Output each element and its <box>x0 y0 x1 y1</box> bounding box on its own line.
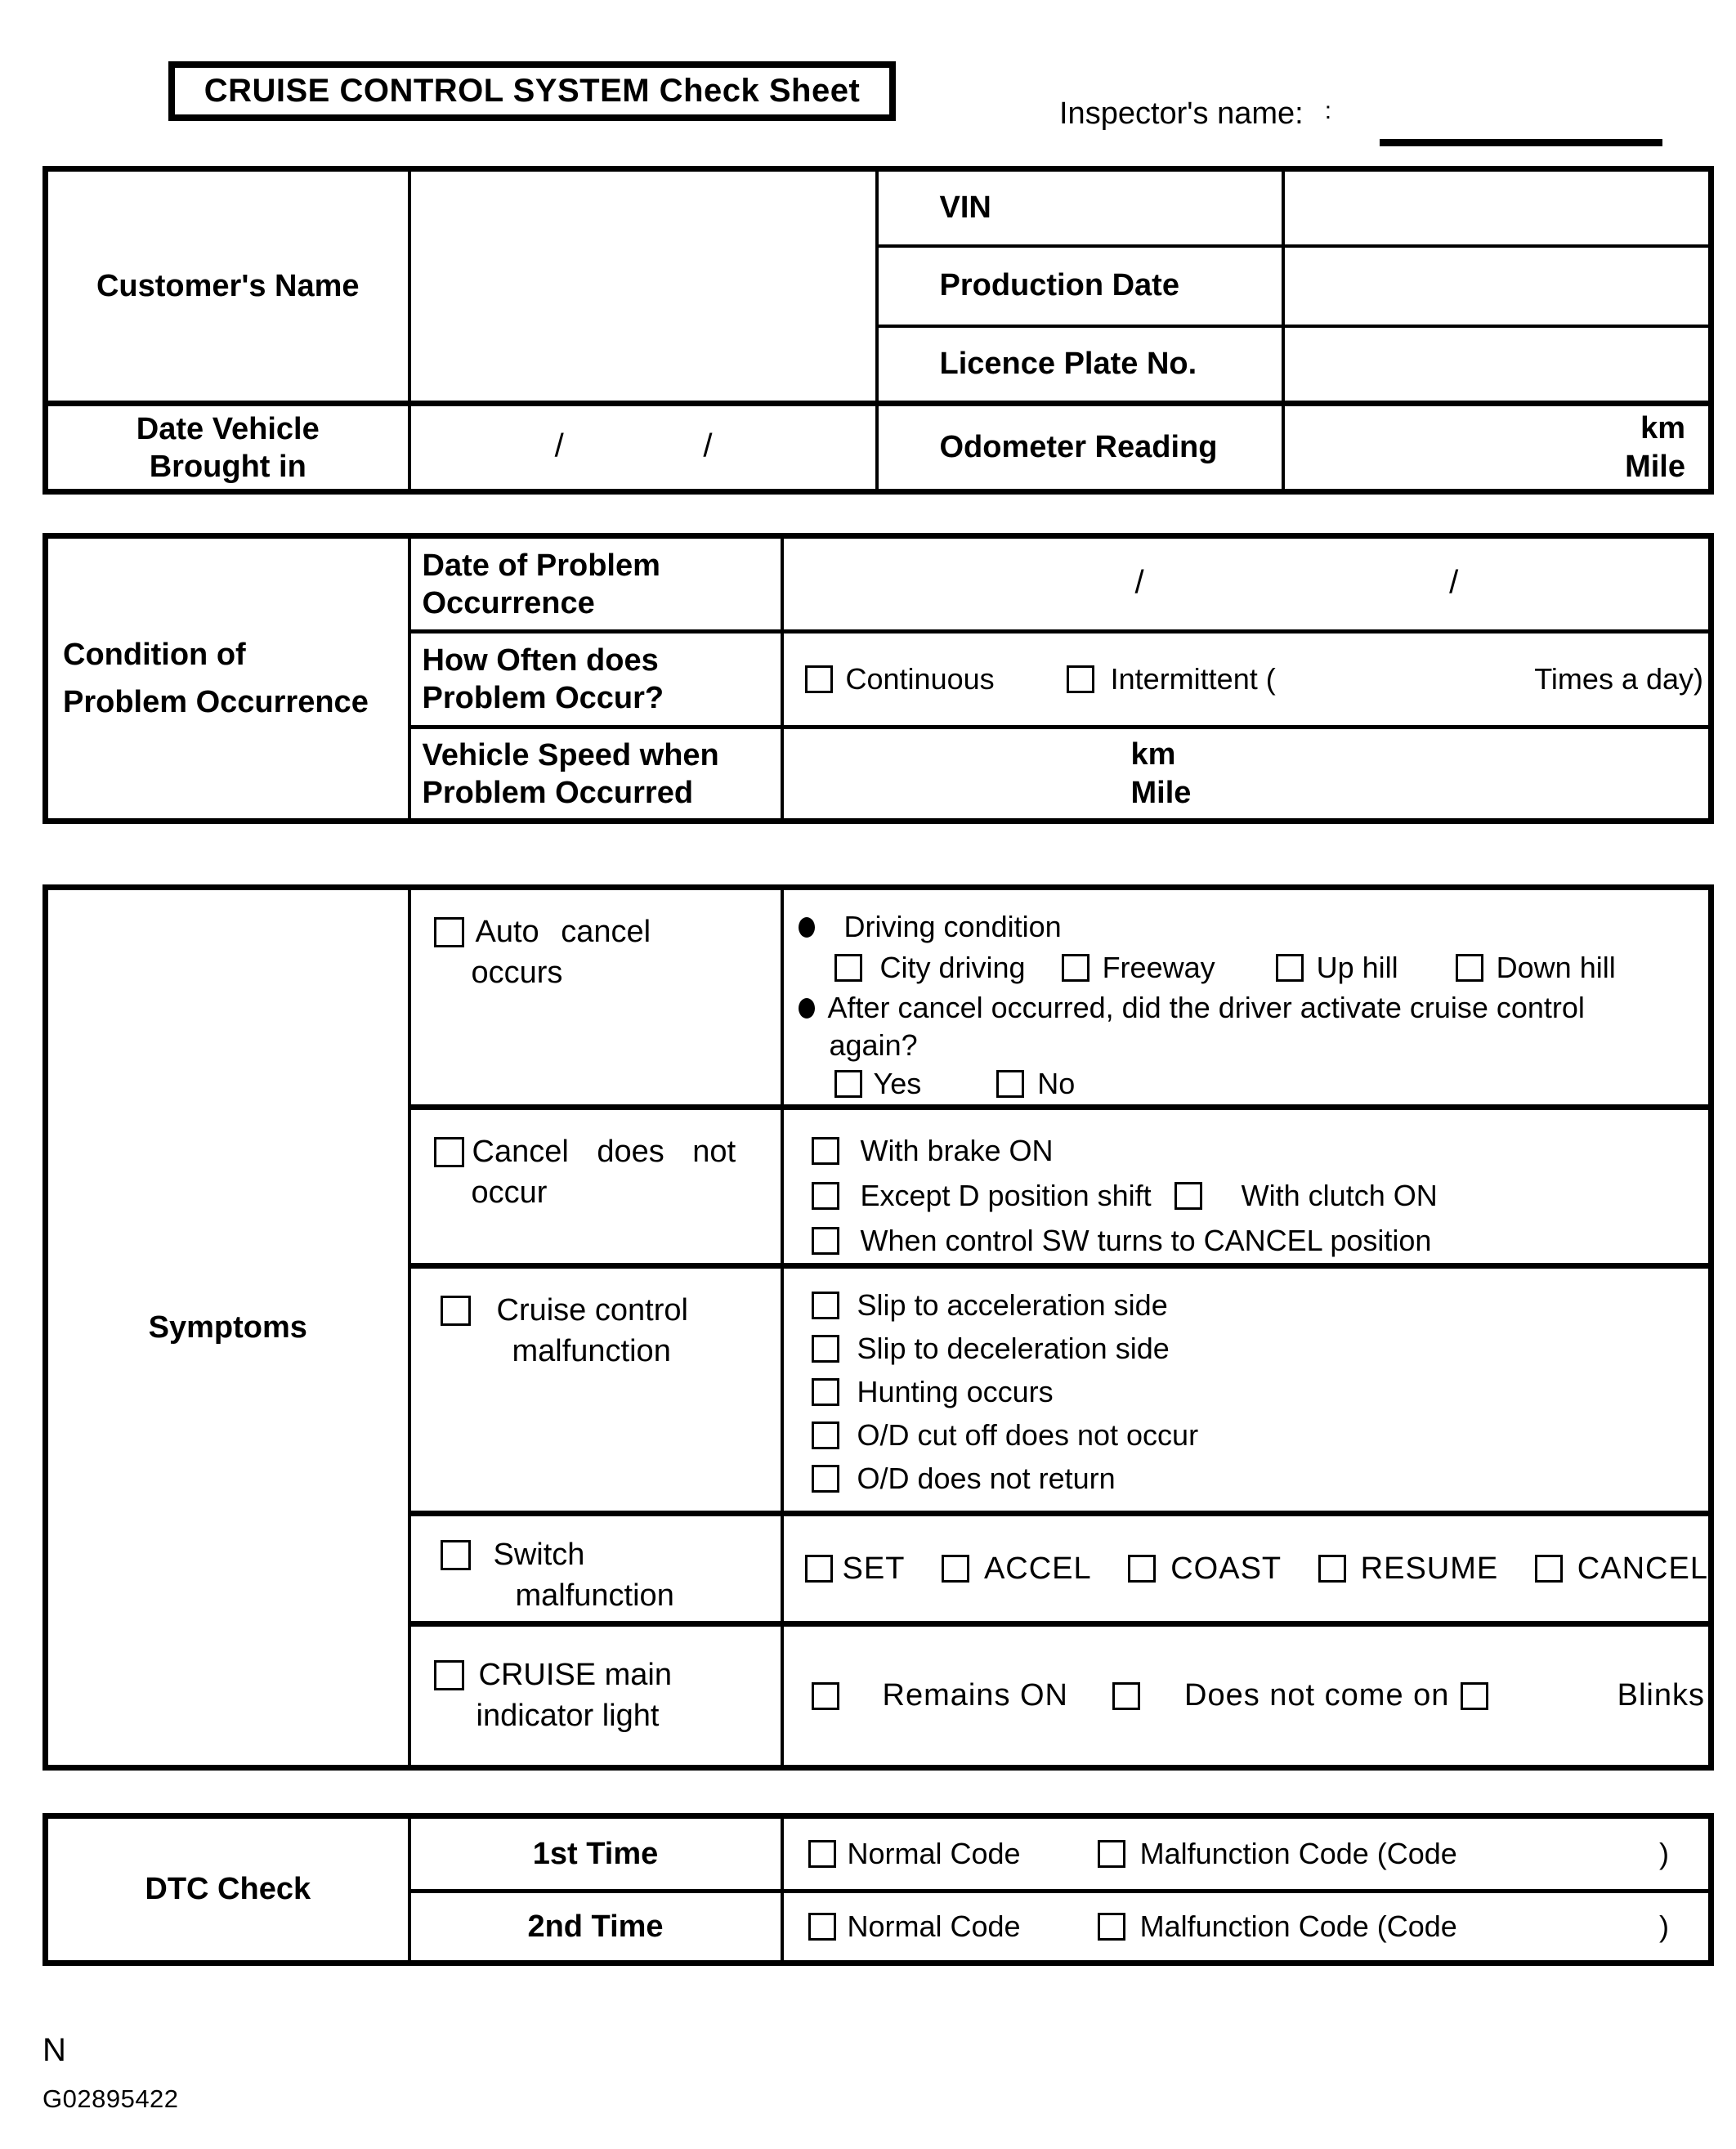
cancel-label: CANCEL <box>1577 1551 1708 1586</box>
how-often-value-cell <box>782 632 1711 728</box>
normal-code-label: Normal Code <box>847 1909 1021 1943</box>
no-label: No <box>1037 1067 1076 1100</box>
date-of-problem-label: Date of Problem Occurrence <box>409 536 782 632</box>
continuous-label: Continuous <box>845 662 995 696</box>
slip-acceleration-label: Slip to acceleration side <box>857 1287 1168 1322</box>
checkbox-switch-malfunction[interactable] <box>441 1540 471 1570</box>
date-slash: / <box>1134 564 1144 601</box>
checkbox-set[interactable] <box>805 1555 833 1583</box>
checkbox-continuous[interactable] <box>805 665 833 693</box>
vehicle-speed-value-cell[interactable] <box>782 728 1711 822</box>
vin-value-cell[interactable] <box>1283 169 1711 246</box>
auto-cancel-options-cell <box>782 888 1711 1108</box>
after-cancel-question-cont: again? <box>829 1028 918 1062</box>
production-date-value-cell[interactable] <box>1283 246 1711 326</box>
checkbox-indicator-light[interactable] <box>434 1660 464 1690</box>
times-a-day-label: Times a day) <box>1534 662 1703 696</box>
page-title: CRUISE CONTROL SYSTEM Check Sheet <box>204 73 861 109</box>
intermittent-label: Intermittent ( <box>1110 662 1276 696</box>
remains-on-label: Remains ON <box>882 1678 1068 1712</box>
dtc-1st-time-options-cell <box>782 1816 1711 1892</box>
odometer-value-cell[interactable] <box>1283 404 1711 492</box>
checkbox-od-cut-off[interactable] <box>812 1421 839 1449</box>
footer-note: N <box>43 2032 66 2068</box>
up-hill-label: Up hill <box>1316 951 1398 984</box>
checkbox-slip-deceleration[interactable] <box>812 1335 839 1363</box>
checkbox-cancel-not-occur[interactable] <box>434 1137 464 1167</box>
licence-plate-value-cell[interactable] <box>1283 326 1711 404</box>
condition-table <box>43 533 1714 824</box>
licence-plate-label: Licence Plate No. <box>877 326 1283 404</box>
checkbox-remains-on[interactable] <box>812 1682 839 1710</box>
after-cancel-question: After cancel occurred, did the driver activate cruise control <box>827 991 1585 1024</box>
checkbox-up-hill[interactable] <box>1276 954 1304 982</box>
checkbox-control-sw-cancel[interactable] <box>812 1227 839 1255</box>
bullet-icon <box>799 917 815 938</box>
dtc-check-table <box>43 1813 1714 1966</box>
title-box <box>168 61 896 121</box>
checkbox-coast[interactable] <box>1128 1555 1156 1583</box>
checkbox-malfunction-code-1[interactable] <box>1098 1840 1125 1868</box>
yes-label: Yes <box>873 1067 922 1100</box>
odometer-units: km Mile <box>1625 410 1685 484</box>
checkbox-freeway[interactable] <box>1062 954 1089 982</box>
checkbox-od-not-return[interactable] <box>812 1465 839 1493</box>
normal-code-label: Normal Code <box>847 1837 1021 1870</box>
dtc-2nd-time-options-cell <box>782 1892 1711 1963</box>
od-cut-off-label: O/D cut off does not occur <box>857 1417 1199 1452</box>
dtc-2nd-time-label: 2nd Time <box>409 1892 782 1963</box>
auto-cancel-label: Auto cancel occurs <box>409 888 782 1108</box>
down-hill-label: Down hill <box>1496 951 1616 984</box>
indicator-light-label: CRUISE main indicator light <box>409 1624 782 1768</box>
control-sw-cancel-label: When control SW turns to CANCEL position <box>860 1223 1432 1257</box>
checkbox-does-not-come-on[interactable] <box>1112 1682 1140 1710</box>
set-label: SET <box>842 1551 906 1586</box>
driving-condition-label: Driving condition <box>843 910 1062 943</box>
checkbox-except-d-position[interactable] <box>812 1182 839 1210</box>
checkbox-auto-cancel[interactable] <box>434 917 464 947</box>
production-date-label: Production Date <box>877 246 1283 326</box>
dtc-section-label: DTC Check <box>46 1816 409 1963</box>
date-slash: / <box>703 428 713 464</box>
customer-name-label: Customer's Name <box>46 169 409 404</box>
cancel-not-occur-options-cell <box>782 1108 1711 1266</box>
switch-options-cell <box>782 1514 1711 1624</box>
checkbox-city-driving[interactable] <box>834 954 862 982</box>
date-slash: / <box>1449 564 1459 601</box>
condition-section-label: Condition of Problem Occurrence <box>46 536 409 822</box>
date-of-problem-value-cell[interactable] <box>782 536 1711 632</box>
checkbox-blinks[interactable] <box>1461 1682 1488 1710</box>
inspector-name-label: Inspector's name: : <box>1059 96 1332 131</box>
symptoms-section-label: Symptoms <box>46 888 409 1768</box>
checkbox-intermittent[interactable] <box>1067 665 1094 693</box>
switch-malfunction-label: Switch malfunction <box>409 1514 782 1624</box>
hunting-occurs-label: Hunting occurs <box>857 1374 1054 1408</box>
accel-label: ACCEL <box>983 1551 1092 1586</box>
checkbox-with-brake-on[interactable] <box>812 1137 839 1165</box>
customer-info-table <box>43 166 1714 495</box>
checkbox-normal-code-1[interactable] <box>808 1840 836 1868</box>
symptoms-table <box>43 884 1714 1771</box>
with-brake-on-label: With brake ON <box>860 1133 1054 1167</box>
dtc-1st-time-label: 1st Time <box>409 1816 782 1892</box>
freeway-label: Freeway <box>1102 951 1215 984</box>
indicator-options-cell <box>782 1624 1711 1768</box>
checkbox-with-clutch-on[interactable] <box>1174 1182 1202 1210</box>
slip-deceleration-label: Slip to deceleration side <box>857 1331 1170 1365</box>
does-not-come-on-label: Does not come on <box>1184 1678 1450 1712</box>
checkbox-normal-code-2[interactable] <box>808 1913 836 1941</box>
with-clutch-on-label: With clutch ON <box>1241 1178 1438 1212</box>
close-paren: ) <box>1659 1837 1669 1870</box>
inspector-name-field[interactable] <box>1380 139 1662 146</box>
close-paren: ) <box>1659 1909 1669 1943</box>
customer-name-value-cell[interactable] <box>409 169 877 404</box>
checkbox-down-hill[interactable] <box>1456 954 1483 982</box>
vin-label: VIN <box>877 169 1283 246</box>
except-d-position-label: Except D position shift <box>860 1178 1152 1212</box>
cruise-malfunction-options-cell <box>782 1266 1711 1514</box>
checkbox-resume[interactable] <box>1318 1555 1346 1583</box>
checkbox-cancel-sw[interactable] <box>1535 1555 1563 1583</box>
how-often-label: How Often does Problem Occur? <box>409 632 782 728</box>
checkbox-yes[interactable] <box>834 1070 862 1098</box>
checkbox-malfunction-code-2[interactable] <box>1098 1913 1125 1941</box>
checkbox-slip-acceleration[interactable] <box>812 1292 839 1319</box>
bullet-icon <box>799 998 815 1019</box>
malfunction-code-label: Malfunction Code (Code <box>1139 1837 1457 1870</box>
date-vehicle-label: Date Vehicle Brought in <box>46 404 409 492</box>
figure-code: G02895422 <box>43 2084 179 2113</box>
checkbox-hunting-occurs[interactable] <box>812 1378 839 1406</box>
od-not-return-label: O/D does not return <box>857 1461 1116 1495</box>
checkbox-cruise-malfunction[interactable] <box>441 1296 471 1326</box>
inspector-colon-mark: : <box>1324 97 1332 124</box>
checkbox-accel[interactable] <box>942 1555 969 1583</box>
coast-label: COAST <box>1170 1551 1282 1586</box>
city-driving-label: City driving <box>879 951 1026 984</box>
cruise-malfunction-label: Cruise control malfunction <box>409 1266 782 1514</box>
speed-units: km Mile <box>1130 736 1192 810</box>
malfunction-code-label: Malfunction Code (Code <box>1139 1909 1457 1943</box>
date-brought-in-value-cell[interactable] <box>409 404 877 492</box>
date-slash: / <box>554 428 564 464</box>
blinks-label: Blinks <box>1617 1678 1705 1712</box>
cancel-not-occur-label: Cancel does not occur <box>409 1108 782 1266</box>
resume-label: RESUME <box>1360 1551 1499 1586</box>
odometer-label: Odometer Reading <box>877 404 1283 492</box>
checkbox-no[interactable] <box>996 1070 1024 1098</box>
vehicle-speed-label: Vehicle Speed when Problem Occurred <box>409 728 782 822</box>
